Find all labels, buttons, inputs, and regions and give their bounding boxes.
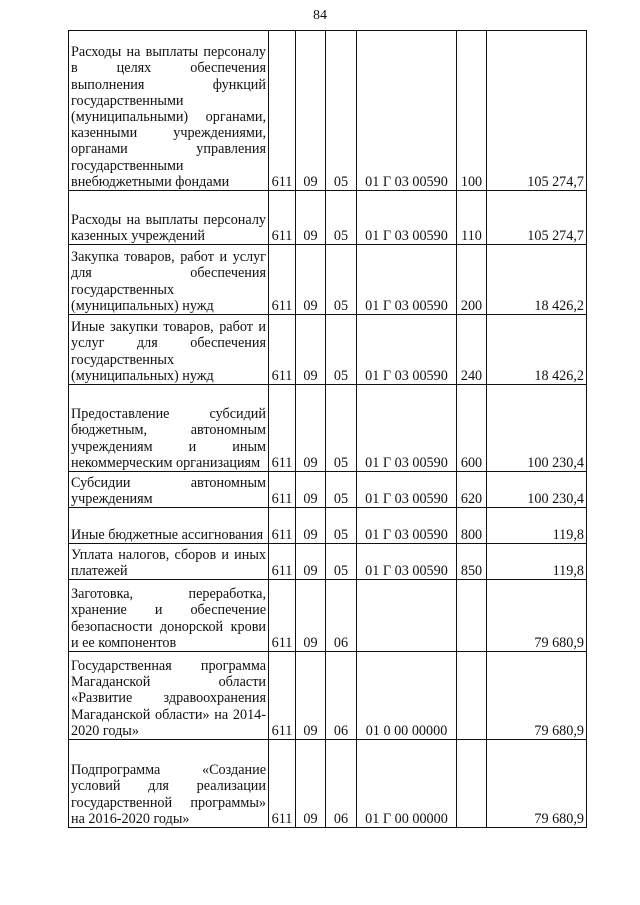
row-description: Закупка товаров, работ и услуг для обеспечения государственных (муниципальных) нужд [69,245,269,315]
expense-type-code: 800 [457,508,487,544]
table-row [69,652,587,740]
table-row [69,580,587,652]
ministry-code: 611 [269,580,296,652]
expense-type-code: 240 [457,315,487,385]
expense-type-code [457,580,487,652]
expense-type-code [457,652,487,740]
section-code: 09 [296,508,326,544]
row-description: Государственная программа Магаданской области «Развитие здравоохранения Магаданской области» на 2014-2020 годы» [69,652,269,740]
table-row [69,385,587,472]
subsection-code: 06 [326,580,357,652]
section-code: 09 [296,245,326,315]
ministry-code: 611 [269,652,296,740]
row-description: Расходы на выплаты персоналу в целях обеспечения выполнения функций государственными (муниципальными) органами, казенными учреждениями, органами управления государственными внебюджетными фондами [69,31,269,191]
expense-type-code: 850 [457,544,487,580]
page-number: 84 [313,8,327,23]
section-code: 09 [296,580,326,652]
amount: 18 426,2 [487,315,587,385]
expense-type-code: 620 [457,472,487,508]
section-code: 09 [296,191,326,245]
expense-type-code: 100 [457,31,487,191]
ministry-code: 611 [269,315,296,385]
section-code: 09 [296,740,326,828]
table-row [69,191,587,245]
row-description: Предоставление субсидий бюджетным, автономным учреждениям и иным некоммерческим организациям [69,385,269,472]
target-article-code: 01 Г 03 00590 [357,508,457,544]
table-row [69,31,587,191]
expense-type-code: 600 [457,385,487,472]
target-article-code: 01 Г 03 00590 [357,245,457,315]
expense-type-code: 200 [457,245,487,315]
section-code: 09 [296,652,326,740]
section-code: 09 [296,544,326,580]
table-row [69,472,587,508]
ministry-code: 611 [269,31,296,191]
ministry-code: 611 [269,191,296,245]
target-article-code: 01 Г 03 00590 [357,191,457,245]
row-description: Иные закупки товаров, работ и услуг для обеспечения государственных (муниципальных) нужд [69,315,269,385]
amount: 119,8 [487,508,587,544]
row-description: Субсидии автономным учреждениям [69,472,269,508]
section-code: 09 [296,472,326,508]
section-code: 09 [296,315,326,385]
ministry-code: 611 [269,472,296,508]
expense-type-code: 110 [457,191,487,245]
amount: 100 230,4 [487,385,587,472]
amount: 79 680,9 [487,580,587,652]
table-row [69,315,587,385]
target-article-code: 01 Г 03 00590 [357,544,457,580]
table-row [69,508,587,544]
subsection-code: 05 [326,472,357,508]
ministry-code: 611 [269,245,296,315]
target-article-code: 01 Г 00 00000 [357,740,457,828]
amount: 119,8 [487,544,587,580]
section-code: 09 [296,385,326,472]
amount: 105 274,7 [487,191,587,245]
amount: 79 680,9 [487,652,587,740]
section-code: 09 [296,31,326,191]
subsection-code: 05 [326,245,357,315]
amount: 105 274,7 [487,31,587,191]
ministry-code: 611 [269,544,296,580]
row-description: Иные бюджетные ассигнования [69,508,269,544]
row-description: Уплата налогов, сборов и иных платежей [69,544,269,580]
amount: 79 680,9 [487,740,587,828]
target-article-code [357,580,457,652]
target-article-code: 01 0 00 00000 [357,652,457,740]
row-description: Подпрограмма «Создание условий для реализации государственной программы» на 2016-2020 годы» [69,740,269,828]
subsection-code: 05 [326,31,357,191]
table-row [69,245,587,315]
subsection-code: 05 [326,191,357,245]
ministry-code: 611 [269,740,296,828]
table-row [69,740,587,828]
expense-type-code [457,740,487,828]
ministry-code: 611 [269,508,296,544]
subsection-code: 05 [326,315,357,385]
subsection-code: 05 [326,508,357,544]
target-article-code: 01 Г 03 00590 [357,31,457,191]
amount: 18 426,2 [487,245,587,315]
target-article-code: 01 Г 03 00590 [357,315,457,385]
row-description: Расходы на выплаты персоналу казенных учреждений [69,191,269,245]
subsection-code: 06 [326,740,357,828]
budget-table [68,30,587,828]
target-article-code: 01 Г 03 00590 [357,385,457,472]
row-description: Заготовка, переработка, хранение и обеспечение безопасности донорской крови и ее компонентов [69,580,269,652]
subsection-code: 05 [326,544,357,580]
ministry-code: 611 [269,385,296,472]
subsection-code: 05 [326,385,357,472]
target-article-code: 01 Г 03 00590 [357,472,457,508]
subsection-code: 06 [326,652,357,740]
amount: 100 230,4 [487,472,587,508]
table-row [69,544,587,580]
